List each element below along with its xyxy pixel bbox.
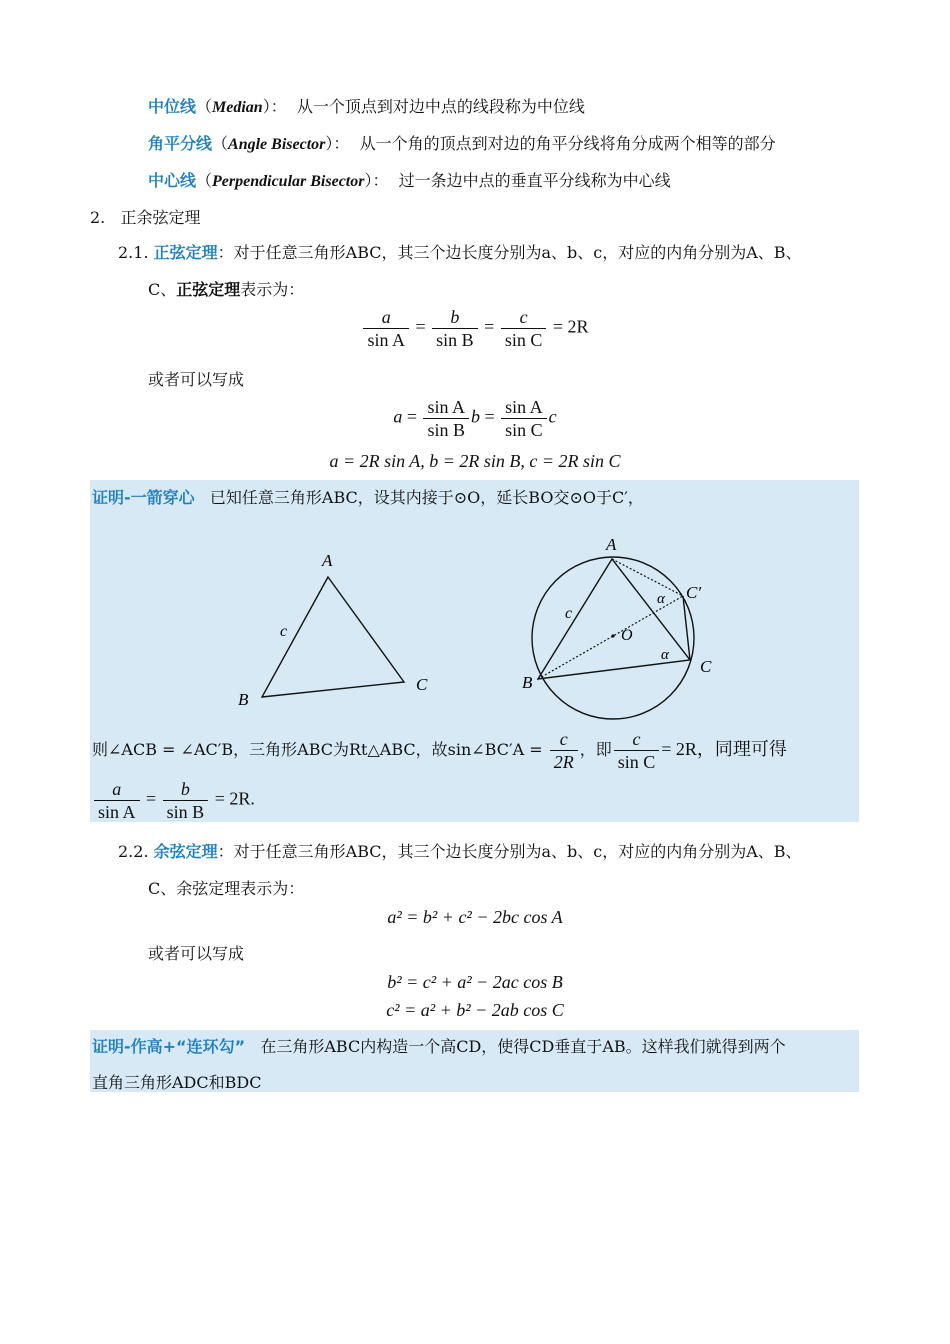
sine-law-equation: $\frac{a}{\text{sin A}}$ = $\frac{b}{\text{sin B}}$ = $\frac{c}{\text{sin C}}$ = 2R [0,306,950,351]
cosine-eq-3: c² = a² + b² − 2ab cos C [386,1000,564,1020]
proof2-title-line: 证明-作高+“连环勾” 在三角形ABC内构造一个高CD，使得CD垂直于AB。这样我们就得到两个 [92,1037,786,1056]
label-B2: B [522,673,533,692]
def-perpendicular-bisector: 中心线（Perpendicular Bisector）： 过一条边中点的垂直平分线称为中心线 [148,171,671,190]
cosine-alt-text: 或者可以写成 [148,944,245,963]
section-heading: 2. 正余弦定理 [90,208,201,227]
proof1-figure [0,520,950,730]
label-C2: C [700,657,712,676]
def-angle-bisector: 角平分线（Angle Bisector）： 从一个角的顶点到对边的角平分线将角分成两个相等的部分 [148,134,776,153]
cosine-eq-1: a² = b² + c² − 2bc cos A [387,907,563,927]
center-dot [611,634,614,637]
cosine-law-intro: 2.2. 余弦定理：对于任意三角形ABC，其三个边长度分别为a、b、c，对应的内角分别为A、B、 [118,842,802,861]
sine-alt-equation: a = $\frac{\text{sin A}}{\text{sin B}}$ b = $\frac{\text{sin A}}{\text{sin C}}$ c [393,397,557,440]
label-O: O [621,627,633,644]
label-B: B [238,690,249,709]
label-C-prime: C′ [686,583,702,602]
circumcircle [532,557,694,719]
label-A2: A [606,535,617,554]
sine-law-intro: 2.1. 正弦定理：对于任意三角形ABC，其三个边长度分别为a、b、c，对应的内角分别为A、B、 [118,243,802,262]
proof2-line2: 直角三角形ADC和BDC [92,1073,262,1092]
label-C: C [416,675,428,694]
label-c2: c [565,605,573,622]
label-c: c [280,623,288,640]
cosine-eq-2: b² = c² + a² − 2ac cos B [387,972,563,992]
proof1-title-line: 证明-一箭穿心 已知任意三角形ABC，设其内接于⊙O，延长BO交⊙O于C′， [92,488,644,507]
proof1-conclusion: 则∠ACB = ∠AC′B，三角形ABC为Rt△ABC，故sin∠BC′A = $\frac{c}{2R}$ ，即 $\frac{c}{\text{sin C}}$ = 2R，同理可得 [92,729,787,772]
label-alpha-1: α [657,591,665,607]
def-median: 中位线（Median）： 从一个顶点到对边中点的线段称为中位线 [148,97,585,116]
cosine-law-intro-2: C、余弦定理表示为： [148,879,305,898]
sine-law-intro-2: C、正弦定理表示为： [148,280,305,299]
sine-eq3: a = 2R sin A, b = 2R sin B, c = 2R sin C [329,451,621,471]
proof1-final: $\frac{a}{\text{sin A}}$ = $\frac{b}{\text{sin B}}$ = 2R. [92,778,255,823]
sine-alt-text: 或者可以写成 [148,370,245,389]
label-A: A [322,551,333,570]
line-BC-prime [538,596,683,679]
label-alpha-2: α [661,647,669,663]
